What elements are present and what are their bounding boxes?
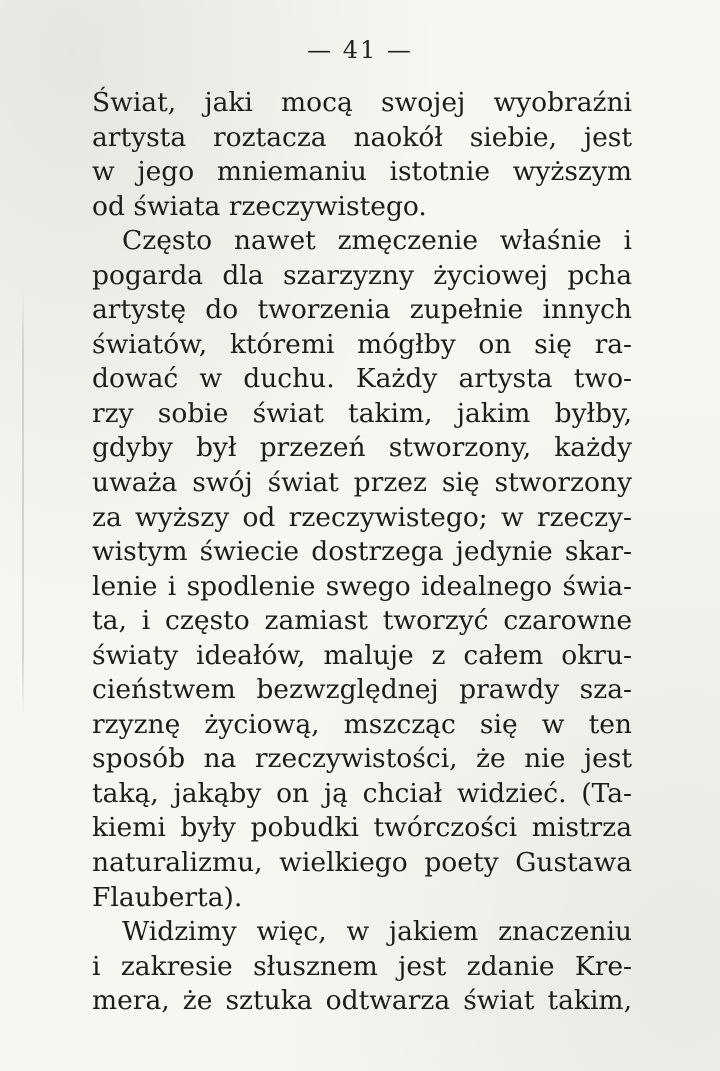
text-line: światów, któremi mógłby on się ra- xyxy=(92,328,632,360)
text-line: dować w duchu. Każdy artysta two- xyxy=(92,363,632,395)
text-line: sposób na rzeczywistości, że nie jest xyxy=(92,743,632,775)
text-line: taką, jakąby on ją chciał widzieć. (Ta- xyxy=(92,777,632,809)
text-line: ta, i często zamiast tworzyć czarowne xyxy=(92,605,632,637)
margin-shadow xyxy=(22,290,24,720)
text-line: mera, że sztuka odtwarza świat takim, xyxy=(92,985,632,1017)
text-line: w jego mniemaniu istotnie wyższym xyxy=(92,156,632,188)
text-line: artystę do tworzenia zupełnie innych xyxy=(92,294,632,326)
text-line: światy ideałów, maluje z całem okru- xyxy=(92,639,632,671)
text-line: Często nawet zmęczenie właśnie i xyxy=(122,225,632,257)
text-line: Widzimy więc, w jakiem znaczeniu xyxy=(122,916,632,948)
text-line: za wyższy od rzeczywistego; w rzeczy- xyxy=(92,501,632,533)
text-line: kiemi były pobudki twórczości mistrza xyxy=(92,812,632,844)
text-line: Flauberta). xyxy=(92,881,243,913)
text-line: naturalizmu, wielkiego poety Gustawa xyxy=(92,847,632,879)
text-line: i zakresie słusznem jest zdanie Kre- xyxy=(92,950,632,982)
body-text xyxy=(92,86,632,1019)
page-number: — 41 — xyxy=(307,36,413,64)
text-line: rzy sobie świat takim, jakim byłby, xyxy=(92,397,632,429)
text-line: rzyznę życiową, mszcząc się w ten xyxy=(92,708,632,740)
text-line: cieństwem bezwzględnej prawdy sza- xyxy=(92,674,632,706)
text-line: od świata rzeczywistego. xyxy=(92,190,427,222)
text-line: Świat, jaki mocą swojej wyobraźni xyxy=(92,87,632,118)
text-line: pogarda dla szarzyzny życiowej pcha xyxy=(92,259,632,291)
text-line: wistym świecie dostrzega jedynie skar- xyxy=(92,536,632,568)
text-line: gdyby był przezeń stworzony, każdy xyxy=(92,432,632,464)
text-line: uważa swój świat przez się stworzony xyxy=(92,467,632,499)
text-line: lenie i spodlenie swego idealnego świa- xyxy=(92,570,632,602)
text-line: artysta roztacza naokół siebie, jest xyxy=(92,121,632,153)
